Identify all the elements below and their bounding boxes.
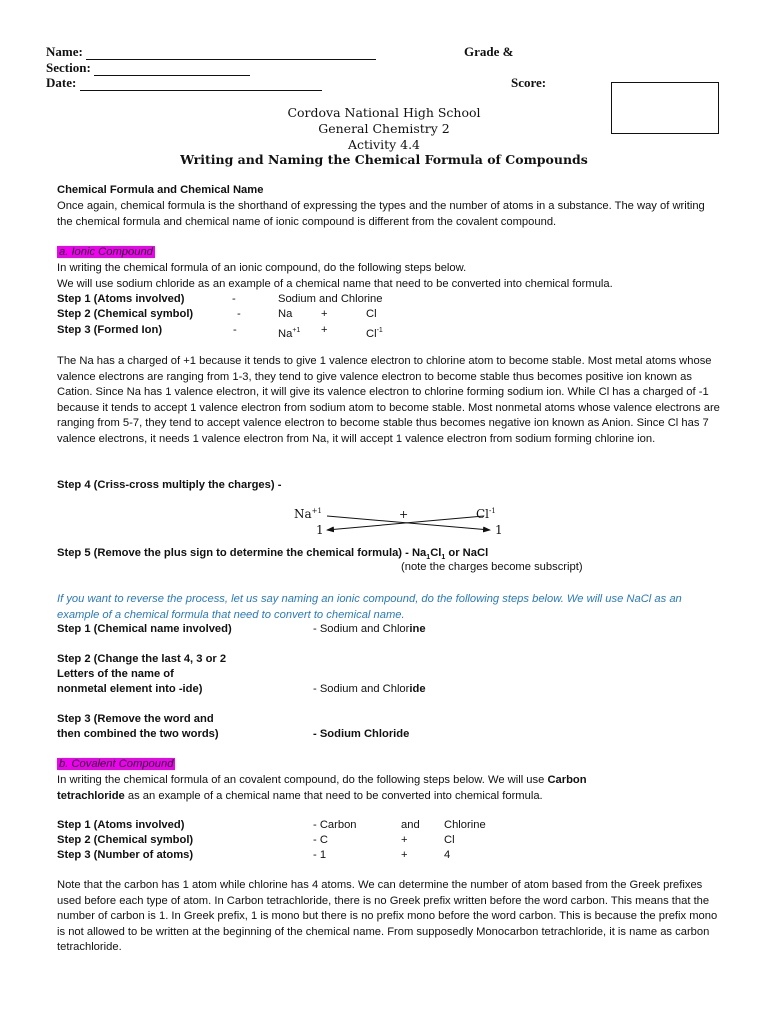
intro-text: Once again, chemical formula is the shorthand of expressing the types and the number of atoms in a substance. The way of writing the chemical formula and chemical name of ionic compound is different from the covalent compound.: [57, 200, 705, 228]
covalent-step-1: [57, 818, 727, 834]
step-value-a: Na: [278, 308, 293, 320]
step-value-a: - C: [313, 834, 328, 846]
criss-cross-diagram: [0, 500, 768, 546]
reverse-step-1: [57, 622, 727, 638]
school-name: Cordova National High School: [287, 105, 481, 120]
reverse-step-2-value: - Sodium and Chloride: [313, 683, 426, 695]
date-label: Date:: [46, 75, 77, 90]
diagram-plus: +: [399, 508, 409, 521]
step-value-b: Chlorine: [444, 819, 486, 831]
step-5: Step 5 (Remove the plus sign to determine the chemical formula) - $Na_1Cl_1$ or NaCl: [57, 547, 489, 562]
step-label: Step 1 (Atoms involved): [57, 293, 185, 305]
ionic-highlight: a. Ionic Compound: [59, 246, 153, 258]
ionic-section-label: [57, 245, 722, 261]
reverse-step-3-label-1: Step 3 (Remove the word and: [57, 713, 214, 725]
ionic-paragraph: The Na has a charged of +1 because it tends to give 1 valence electron to chlorine atom to become stable. Most metal atoms whose valence electrons are ranging from 1-3, they tend to give valence electron to become stable thus becomes positive ion known as Cation. Since Na has 1 valence electron, it will give its valence electron to chlorine forming sodium ion. While Cl has a charged of -1 because it tends to accept 1 valence electron from sodium atom to become stable. Most nonmetal atoms whose valence electrons are ranging from 5-7, they tend to accept valence electron to become stable thus becomes negative ion known as Anion. Since Cl has 7 valence electrons, it needs 1 valence electron from Na, it will accept 1 valence electron from sodium forming chlorine ion.: [57, 355, 720, 445]
step-value-a: - 1: [313, 849, 327, 861]
reverse-step-3-label-2: then combined the two words): [57, 728, 219, 740]
ionic-step-2: [57, 307, 727, 323]
section-label: Section:: [46, 60, 91, 75]
step-label: Step 1 (Chemical name involved): [57, 623, 232, 635]
reverse-step-2-label-1: Step 2 (Change the last 4, 3 or 2: [57, 653, 227, 665]
date-line[interactable]: [80, 78, 322, 91]
reverse-step-3-value: - Sodium Chloride: [313, 728, 410, 740]
step-ion-cl: $Cl^{-1}$: [366, 327, 383, 340]
covalent-step-2: [57, 833, 727, 849]
covalent-highlight: b. Covalent Compound: [59, 758, 174, 770]
step-label: Step 2 (Chemical symbol): [57, 834, 194, 846]
reverse-instructions: If you want to reverse the process, let us say naming an ionic compound, do the following steps below. We will use NaCl as an example of a chemical formula that need to convert to chemical name.: [57, 593, 682, 621]
section-field[interactable]: [46, 60, 250, 76]
step-value-b: Cl: [366, 308, 377, 320]
covalent-line-1: In writing the chemical formula of an covalent compound, do the following steps below. We will use Carbon: [57, 774, 587, 786]
ionic-line-2: We will use sodium chloride as an example of a chemical name that need to be converted into chemical formula.: [57, 278, 613, 290]
diagram-one-left: 1: [316, 523, 324, 537]
step-ion-na: $Na^{+1}$: [278, 327, 301, 340]
step-dash: -: [237, 308, 241, 320]
name-line[interactable]: [86, 47, 376, 60]
step-label: Step 2 (Chemical symbol): [57, 308, 194, 320]
ionic-step-1: [57, 292, 727, 308]
step-4-label: Step 4 (Criss-cross multiply the charges) -: [57, 479, 282, 491]
criss-cross-arrows: [0, 500, 768, 546]
step-operator: +: [401, 849, 408, 861]
reverse-step-2-label-3: nonmetal element into -ide): [57, 683, 203, 695]
step-operator: and: [401, 819, 420, 831]
subject-name: General Chemistry 2: [318, 121, 450, 136]
step-label: Step 1 (Atoms involved): [57, 819, 185, 831]
grade-label: Grade &: [464, 44, 514, 59]
page-title: Writing and Naming the Chemical Formula of Compounds: [180, 152, 588, 167]
covalent-step-3: [57, 848, 727, 864]
step-value: - Sodium and Chlorine: [313, 623, 426, 635]
diagram-one-right: 1: [495, 523, 503, 537]
date-field[interactable]: [46, 75, 322, 91]
diagram-cl: $Cl^{-1}$: [476, 507, 496, 521]
name-field[interactable]: [46, 44, 376, 60]
covalent-line-2: tetrachloride as an example of a chemical name that need to be converted into chemical formula.: [57, 790, 543, 802]
ionic-step-3: [57, 323, 727, 339]
reverse-step-2-label-2: Letters of the name of: [57, 668, 174, 680]
step-value: Sodium and Chlorine: [278, 293, 383, 305]
covalent-section-label: [57, 757, 722, 773]
step-dash: -: [232, 293, 236, 305]
step-operator: +: [321, 308, 328, 320]
step-value-b: Cl: [444, 834, 455, 846]
step-value-b: 4: [444, 849, 451, 861]
diagram-na: $Na^{+1}$: [294, 507, 322, 521]
score-label: Score:: [511, 75, 547, 90]
activity-number: Activity 4.4: [347, 137, 421, 152]
name-label: Name:: [46, 44, 83, 59]
step-label: Step 3 (Number of atoms): [57, 849, 194, 861]
step-dash: -: [233, 324, 237, 336]
intro-heading: Chemical Formula and Chemical Name: [57, 184, 264, 196]
ionic-line-1: In writing the chemical formula of an ionic compound, do the following steps below.: [57, 262, 467, 274]
step-value-a: - Carbon: [313, 819, 357, 831]
covalent-paragraph: Note that the carbon has 1 atom while chlorine has 4 atoms. We can determine the number of atom based from the Greek prefixes used before each type of atom. In Carbon tetrachloride, there is no Greek prefix written before the word carbon. This means that the number of carbon is 1. In Greek prefix, 1 is mono but there is no prefix mono before the word carbon. This is because the prefix mono is not allowed to be written at the beginning of the chemical name. From supposedly Monocarbon tetrachloride, it is name as carbon tetrachloride.: [57, 879, 718, 953]
step-operator: +: [401, 834, 408, 846]
step-operator: +: [321, 324, 328, 336]
step-label: Step 3 (Formed Ion): [57, 324, 163, 336]
step-5-note: (note the charges become subscript): [401, 561, 583, 573]
